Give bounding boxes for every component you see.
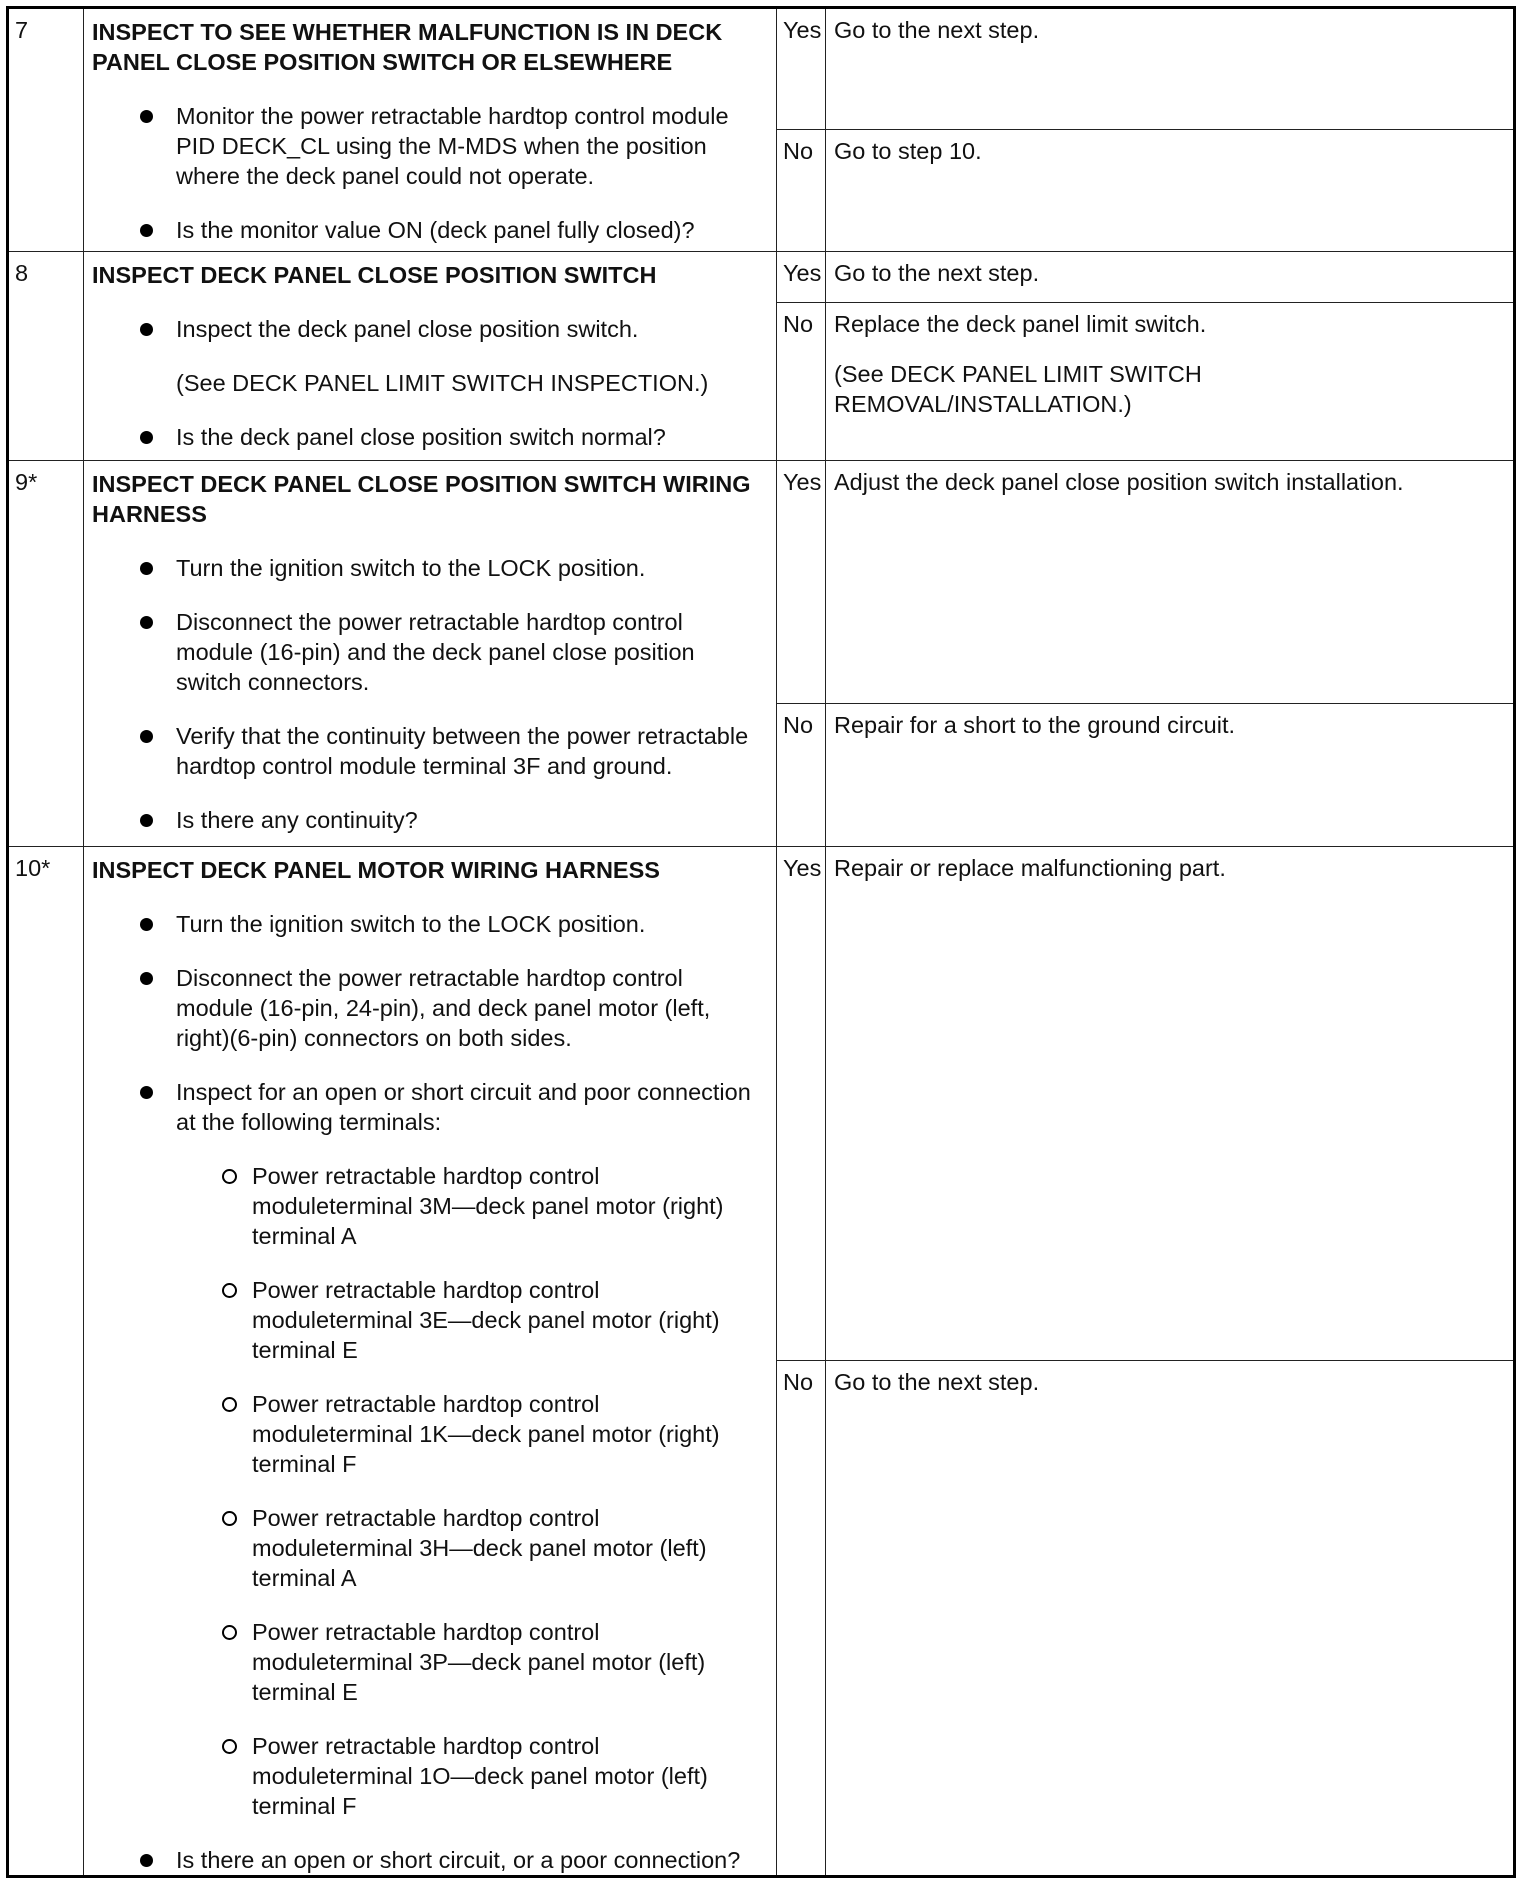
terminal-item: [92, 1389, 766, 1479]
list-item: Is the monitor value ON (deck panel fully closed)?: [92, 215, 766, 245]
step-number: 9*: [8, 461, 84, 847]
step-number: 7: [8, 8, 84, 252]
step-title: INSPECT DECK PANEL CLOSE POSITION SWITCH WIRING HARNESS: [92, 471, 751, 527]
troubleshooting-table: [6, 6, 1516, 1878]
no-label: No: [777, 1361, 826, 1877]
no-action: Replace the deck panel limit switch.: [834, 311, 1207, 337]
terminal-item-line: terminal 1K—deck panel motor (right) terminal F: [252, 1421, 720, 1477]
terminal-item-line: Power retractable hardtop control module: [252, 1391, 600, 1447]
no-action: Go to step 10.: [826, 130, 1515, 252]
yes-action: Adjust the deck panel close position switch installation.: [826, 461, 1515, 704]
yes-action: Go to the next step.: [826, 252, 1515, 303]
step-content: [84, 8, 777, 252]
terminal-item-line: Power retractable hardtop control module: [252, 1163, 600, 1219]
list-item: Disconnect the power retractable hardtop control module (16-pin) and the deck panel close position switch connectors.: [92, 607, 766, 697]
step-number: 8: [8, 252, 84, 461]
no-action-note: (See DECK PANEL LIMIT SWITCH REMOVAL/INSTALLATION.): [834, 361, 1202, 417]
terminal-item-line: terminal 3H—deck panel motor (left) terminal A: [252, 1535, 707, 1591]
no-label: No: [777, 303, 826, 461]
reference-note: (See DECK PANEL LIMIT SWITCH INSPECTION.): [176, 370, 709, 396]
terminal-item: [92, 1161, 766, 1251]
list-item: Turn the ignition switch to the LOCK position.: [92, 553, 766, 583]
bullet-list: [92, 314, 766, 344]
bullet-list: [92, 422, 766, 452]
terminal-item: [92, 1731, 766, 1821]
yes-label: Yes: [777, 847, 826, 1361]
list-item: Is the deck panel close position switch normal?: [92, 422, 766, 452]
terminal-item: [92, 1275, 766, 1365]
terminal-list: [92, 1161, 766, 1821]
list-item: Is there an open or short circuit, or a poor connection?: [92, 1845, 766, 1875]
terminal-item-line: Power retractable hardtop control module: [252, 1505, 600, 1561]
step-number: 10*: [8, 847, 84, 1877]
list-item: Turn the ignition switch to the LOCK position.: [92, 909, 766, 939]
step-title: INSPECT DECK PANEL CLOSE POSITION SWITCH: [92, 262, 657, 288]
terminal-item-line: terminal 3P—deck panel motor (left) terminal E: [252, 1649, 706, 1705]
yes-action: Go to the next step.: [826, 8, 1515, 130]
no-label: No: [777, 130, 826, 252]
bullet-list: [92, 553, 766, 835]
list-item: Disconnect the power retractable hardtop control module (16-pin, 24-pin), and deck panel motor (left, right)(6-pin) connectors on both sides.: [92, 963, 766, 1053]
terminal-item-line: Power retractable hardtop control module: [252, 1733, 600, 1789]
list-item: Is there any continuity?: [92, 805, 766, 835]
yes-label: Yes: [777, 252, 826, 303]
no-action-cell: [826, 303, 1515, 461]
no-action: Go to the next step.: [826, 1361, 1515, 1877]
yes-label: Yes: [777, 461, 826, 704]
table-row: [8, 8, 1515, 130]
yes-label: Yes: [777, 8, 826, 130]
no-action: Repair for a short to the ground circuit.: [826, 704, 1515, 847]
bullet-list: [92, 101, 766, 245]
terminal-item-line: Power retractable hardtop control module: [252, 1619, 600, 1675]
terminal-item-line: terminal 3M—deck panel motor (right) terminal A: [252, 1193, 724, 1249]
bullet-list: [92, 1845, 766, 1875]
step-content: [84, 847, 777, 1877]
bullet-list: [92, 909, 766, 1137]
yes-action: Repair or replace malfunctioning part.: [826, 847, 1515, 1361]
table-row: [8, 252, 1515, 303]
table-row: [8, 847, 1515, 1361]
terminal-item: [92, 1617, 766, 1707]
terminal-item-line: terminal 3E—deck panel motor (right) terminal E: [252, 1307, 720, 1363]
terminal-item-line: Power retractable hardtop control module: [252, 1277, 600, 1333]
terminal-item-line: terminal 1O—deck panel motor (left) terminal F: [252, 1763, 708, 1819]
list-item: Verify that the continuity between the power retractable hardtop control module terminal 3F and ground.: [92, 721, 766, 781]
no-label: No: [777, 704, 826, 847]
terminal-item: [92, 1503, 766, 1593]
step-title: INSPECT DECK PANEL MOTOR WIRING HARNESS: [92, 857, 660, 883]
step-content: [84, 461, 777, 847]
list-item: Inspect for an open or short circuit and poor connection at the following terminals:: [92, 1077, 766, 1137]
step-content: [84, 252, 777, 461]
list-item: Monitor the power retractable hardtop control module PID DECK_CL using the M-MDS when the position where the deck panel could not operate.: [92, 101, 766, 191]
procedure-sheet: [6, 6, 1513, 1873]
table-row: [8, 461, 1515, 704]
step-title: INSPECT TO SEE WHETHER MALFUNCTION IS IN DECK PANEL CLOSE POSITION SWITCH OR ELSEWHERE: [92, 19, 723, 75]
list-item: Inspect the deck panel close position switch.: [92, 314, 766, 344]
